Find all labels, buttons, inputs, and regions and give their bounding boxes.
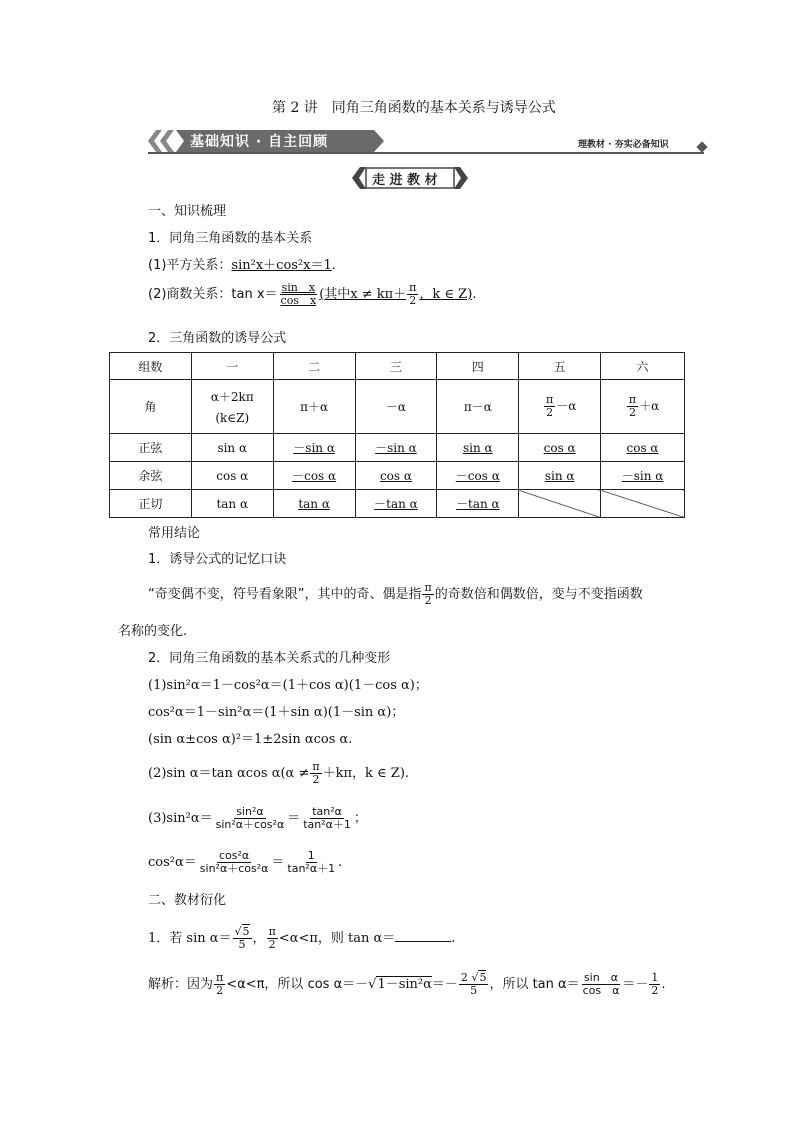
table-cell: $\frac{\pi}{2}$ ＋α [601,380,685,434]
section2-heading: 二、教材衍化 [148,893,227,908]
diamond-icon [696,141,707,152]
table-cell: cos α [191,462,273,490]
table-header: 四 [437,353,519,380]
answer-blank [395,929,451,942]
banner-right-label: 理教材 · 夯实必备知识 [578,140,669,150]
solution-1: 解析：因为 $\frac{\pi}{2}$ <α<π，所以 cos α＝－√1－sin²α＝－ $\frac{2 √5}{5}$ ，所以 tan α＝ $\frac{\text{sin α}}{\text{cos α}}$ ＝－ $\frac{1}{2}$ . [148,971,666,997]
table-cell: cos α [601,434,685,462]
table-row-sin [110,434,685,462]
formula-4: (2)sin α＝tan αcos α(α ≠ $\frac{\pi}{2}$ ＋kπ，k ∈ Z). [148,760,410,786]
mnemonic-heading: 1．诱导公式的记忆口诀 [148,552,287,567]
item2-heading: 2．三角函数的诱导公式 [148,331,287,346]
row-label: 正切 [110,490,192,518]
row-label: 角 [110,380,192,434]
table-cell: －α [355,380,437,434]
variations-heading: 2．同角三角函数的基本关系式的几种变形 [148,651,391,666]
table-cell: －cos α [273,462,355,490]
formula-2: cos²α＝1－sin²α＝(1＋sin α)(1－sin α)； [148,705,405,720]
banner-rule [148,152,704,154]
table-cell: cos α [519,434,601,462]
table-row-tan [110,490,685,518]
section1-heading: 一、知识梳理 [148,204,227,219]
table-header: 一 [191,353,273,380]
formula-1: (1)sin²α＝1－cos²α＝(1＋cos α)(1－cos α)； [148,678,428,693]
table-cell: sin α [437,434,519,462]
induction-table [109,352,685,518]
empty-diagonal-cell [519,490,601,518]
square-formula: sin²x＋cos²x＝1 [231,258,332,273]
item1-heading: 1．同角三角函数的基本关系 [148,231,313,246]
table-header: 三 [355,353,437,380]
table-cell: tan α [273,490,355,518]
table-header: 五 [519,353,601,380]
table-row-cos [110,462,685,490]
table-cell: －tan α [355,490,437,518]
row-label: 余弦 [110,462,192,490]
table-row-angle [110,380,685,434]
quotient-relation: (2)商数关系：tan x＝ $\frac{\text{sin x}}{\text{cos x}}$ (其中x ≠ kπ＋ $\frac{\pi}{2}$ ，k ∈ Z). [148,281,477,307]
table-cell: －sin α [355,434,437,462]
table-header: 六 [601,353,685,380]
mnemonic-line: “奇变偶不变，符号看象限”，其中的奇、偶是指 $\frac{\pi}{2}$ 的奇数倍和偶数倍，变与不变指函数 [148,581,643,607]
page-title: 第 2 讲 同角三角函数的基本关系与诱导公式 [272,100,556,116]
table-cell: $\frac{\pi}{2}$ －α [519,380,601,434]
table-cell: α＋2kπ (k∈Z) [191,380,273,434]
table-cell: cos α [355,462,437,490]
table-header: 二 [273,353,355,380]
table-cell: sin α [519,462,601,490]
exercise-1: 1．若 sin α＝ $\frac{√5}{5}$ ， $\frac{\pi}{2}$ <α<π，则 tan α＝ . [148,925,456,951]
table-cell: π－α [437,380,519,434]
quotient-fraction: $\frac{\text{sin x}}{\text{cos x}}$ [280,281,317,307]
subsection-badge: 走 进 教 材 [372,173,438,188]
formula-6: cos²α＝ $\frac{\text{cos²α}}{\text{sin²α＋cos²α}}$ ＝ $\frac{1}{\text{tan²α＋1}}$ . [148,849,343,875]
row-label: 正弦 [110,434,192,462]
conclusions-heading: 常用结论 [148,526,201,541]
table-cell: －cos α [437,462,519,490]
formula-3: (sin α±cos α)²＝1±2sin αcos α. [148,732,353,747]
table-cell: －sin α [601,462,685,490]
mnemonic-line-2: 名称的变化. [118,624,188,639]
table-cell: －sin α [273,434,355,462]
table-cell: π＋α [273,380,355,434]
table-header-row [110,353,685,380]
table-cell: －tan α [437,490,519,518]
banner-left-label: 基础知识 · 自主回顾 [190,134,329,150]
table-cell: tan α [191,490,273,518]
table-cell: sin α [191,434,273,462]
square-relation: (1)平方关系：sin²x＋cos²x＝1. [148,258,336,273]
empty-diagonal-cell [601,490,685,518]
table-header: 组数 [110,353,192,380]
formula-5: (3)sin²α＝ $\frac{\text{sin²α}}{\text{sin²α＋cos²α}}$ ＝ $\frac{\text{tan²α}}{\text{tan²α＋1}}$ ； [148,805,367,831]
